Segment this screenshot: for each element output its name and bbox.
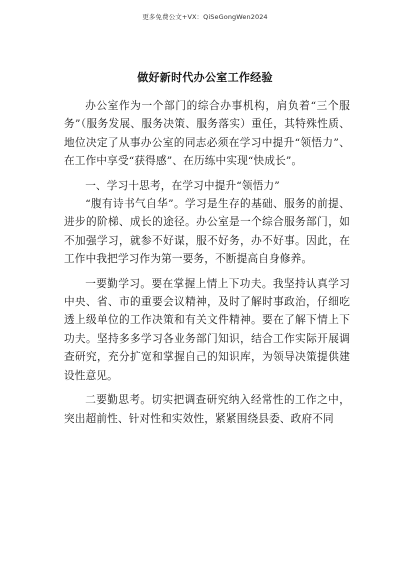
paragraph-learning: “腹有诗书气自华”。学习是生存的基础、服务的前提、进步的阶梯、成长的途径。办公室是一个综合服务部门，如不加强学习，就参不好谋，服不好务，办不好事。因此，在工作中我把学习作为第一要务，不断提高自身修养。 — [64, 198, 350, 266]
section-heading: 一、学习十思考，在学习中提升“领悟力” — [85, 179, 280, 192]
header-note: 更多免费公文+VX：QiSeGongWen2024 — [142, 13, 268, 21]
paragraph-think: 二要勤思考。切实把调查研究纳入经常性的工作之中，突出超前性、针对性和实效性，紧紧围绕县委、政府不同 — [64, 394, 350, 425]
document-body — [64, 97, 350, 428]
document-title: 做好新时代办公室工作经验 — [137, 71, 273, 84]
paragraph-study: 一要勤学习。要在掌握上情上下功夫。我坚持认真学习中央、省、市的重要会议精神，及时了解时事政治，仔细吃透上级单位的工作决策和有关文件精神。要在了解下情上下功夫。坚持多多学习各业务部门知识，结合工作实际开展调查研究，充分扩宽和掌握自己的知识库，为领导决策提供建设性意见。 — [64, 277, 350, 382]
paragraph-intro: 办公室作为一个部门的综合办事机构，肩负着“三个服务”（服务发展、服务决策、服务落实）重任，其特殊性质、地位决定了从事办公室的同志必须在学习中提升“领悟力”、在工作中享受“获得感”、在历练中实现“快成长”。 — [64, 100, 350, 168]
